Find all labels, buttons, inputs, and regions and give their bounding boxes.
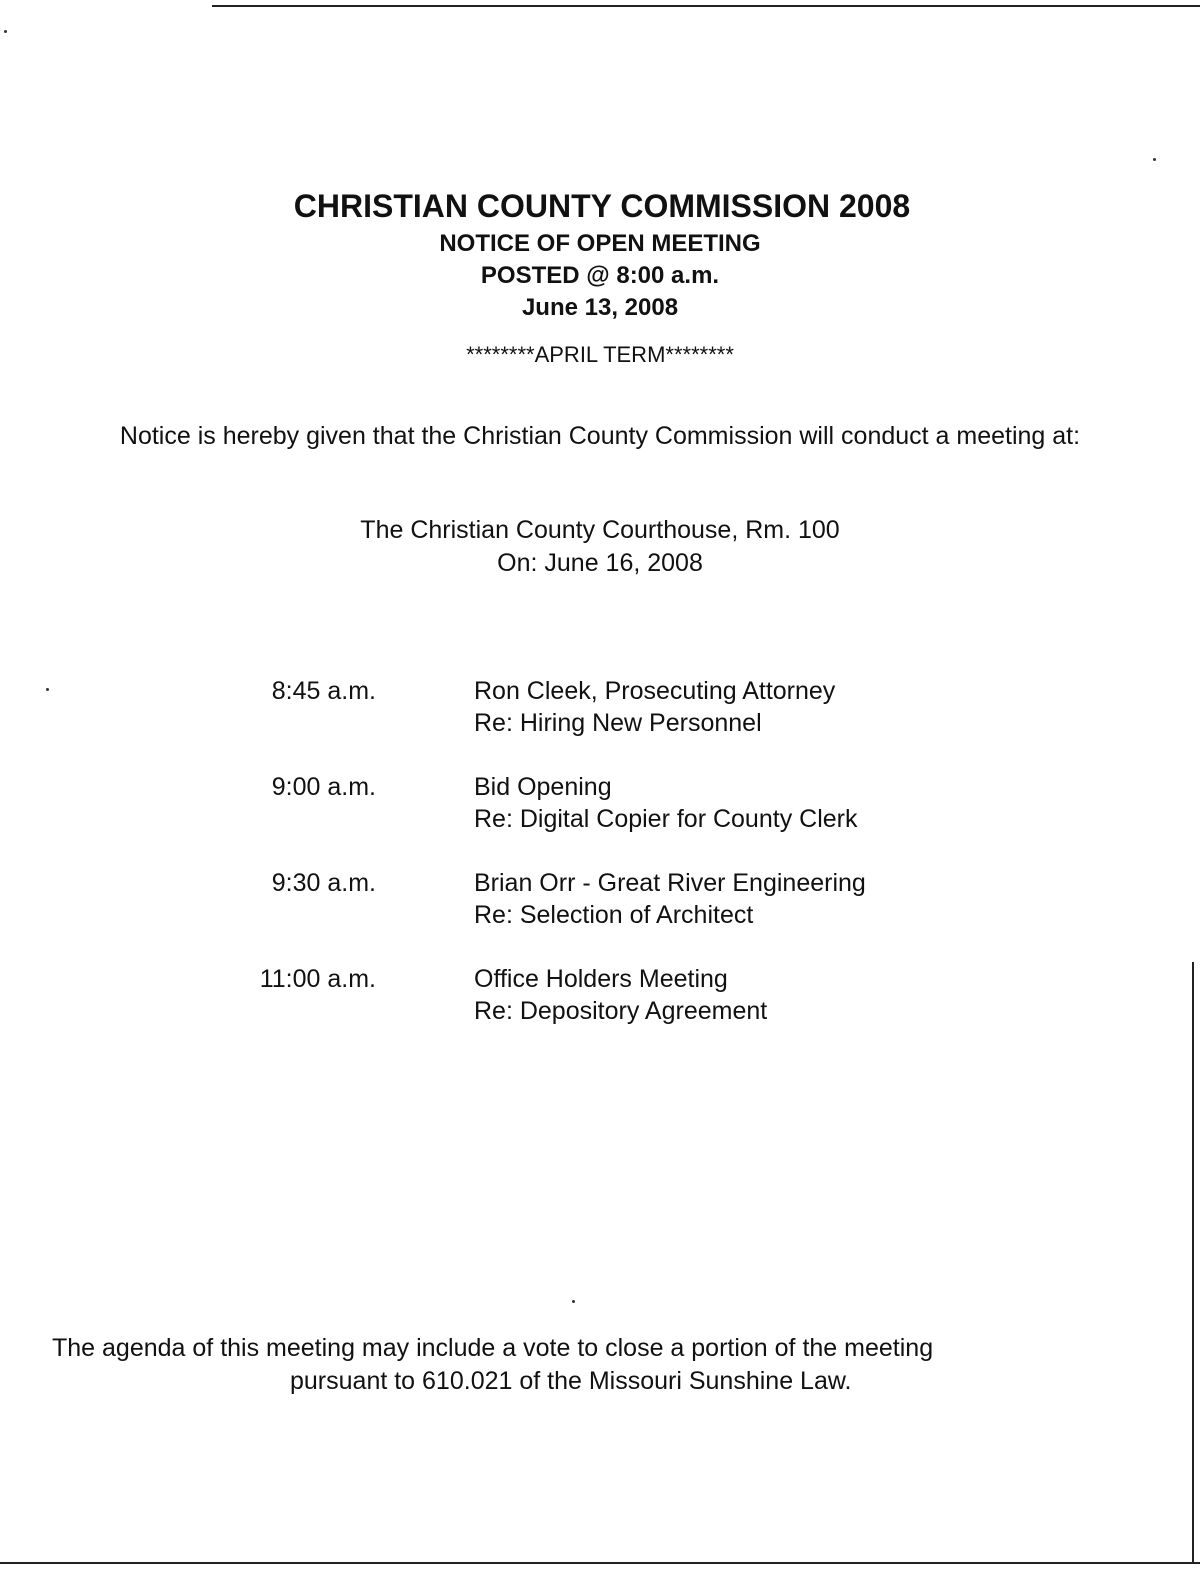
footer-line-1: The agenda of this meeting may include a vote to close a portion of the meeting [52, 1334, 934, 1362]
agenda-item [0, 675, 1200, 745]
agenda-title: Office Holders Meeting [474, 965, 728, 993]
term-banner: ********APRIL TERM******** [466, 342, 734, 367]
agenda-item [0, 867, 1200, 937]
meeting-location [0, 514, 1200, 580]
agenda-regarding: Re: Depository Agreement [474, 997, 768, 1025]
location-date: On: June 16, 2008 [497, 549, 703, 577]
scan-edge-right [1192, 962, 1194, 1562]
agenda-item [0, 771, 1200, 841]
scan-speck [4, 30, 7, 33]
document-title: CHRISTIAN COUNTY COMMISSION 2008 [293, 188, 911, 224]
agenda-description [474, 771, 857, 835]
agenda-title: Ron Cleek, Prosecuting Attorney [474, 677, 836, 705]
footer-line-2: pursuant to 610.021 of the Missouri Sunshine Law. [290, 1367, 852, 1395]
notice-subtitle: NOTICE OF OPEN MEETING [439, 230, 761, 257]
scan-edge-top [212, 5, 1200, 7]
location-place: The Christian County Courthouse, Rm. 100 [360, 516, 840, 544]
notice-paragraph: Notice is hereby given that the Christian County Commission will conduct a meeting at: [119, 422, 1081, 450]
agenda-title: Brian Orr - Great River Engineering [474, 869, 866, 897]
agenda-regarding: Re: Hiring New Personnel [474, 709, 762, 737]
scan-edge-bottom [0, 1562, 1200, 1564]
scan-speck [572, 1300, 575, 1303]
posted-time: POSTED @ 8:00 a.m. [480, 262, 720, 289]
agenda-regarding: Re: Selection of Architect [474, 901, 754, 929]
agenda-item [0, 963, 1200, 1033]
agenda-description [474, 963, 767, 1027]
agenda-title: Bid Opening [474, 773, 612, 801]
agenda-regarding: Re: Digital Copier for County Clerk [474, 805, 858, 833]
sunshine-law-notice [40, 1332, 1040, 1398]
agenda-time: 11:00 a.m. [259, 965, 376, 993]
agenda-description [474, 675, 835, 739]
posted-date: June 13, 2008 [521, 294, 679, 321]
scan-speck [1153, 158, 1156, 161]
agenda-time: 8:45 a.m. [271, 677, 376, 705]
agenda-description [474, 867, 866, 931]
agenda-time: 9:00 a.m. [271, 773, 376, 801]
agenda-time: 9:30 a.m. [271, 869, 376, 897]
